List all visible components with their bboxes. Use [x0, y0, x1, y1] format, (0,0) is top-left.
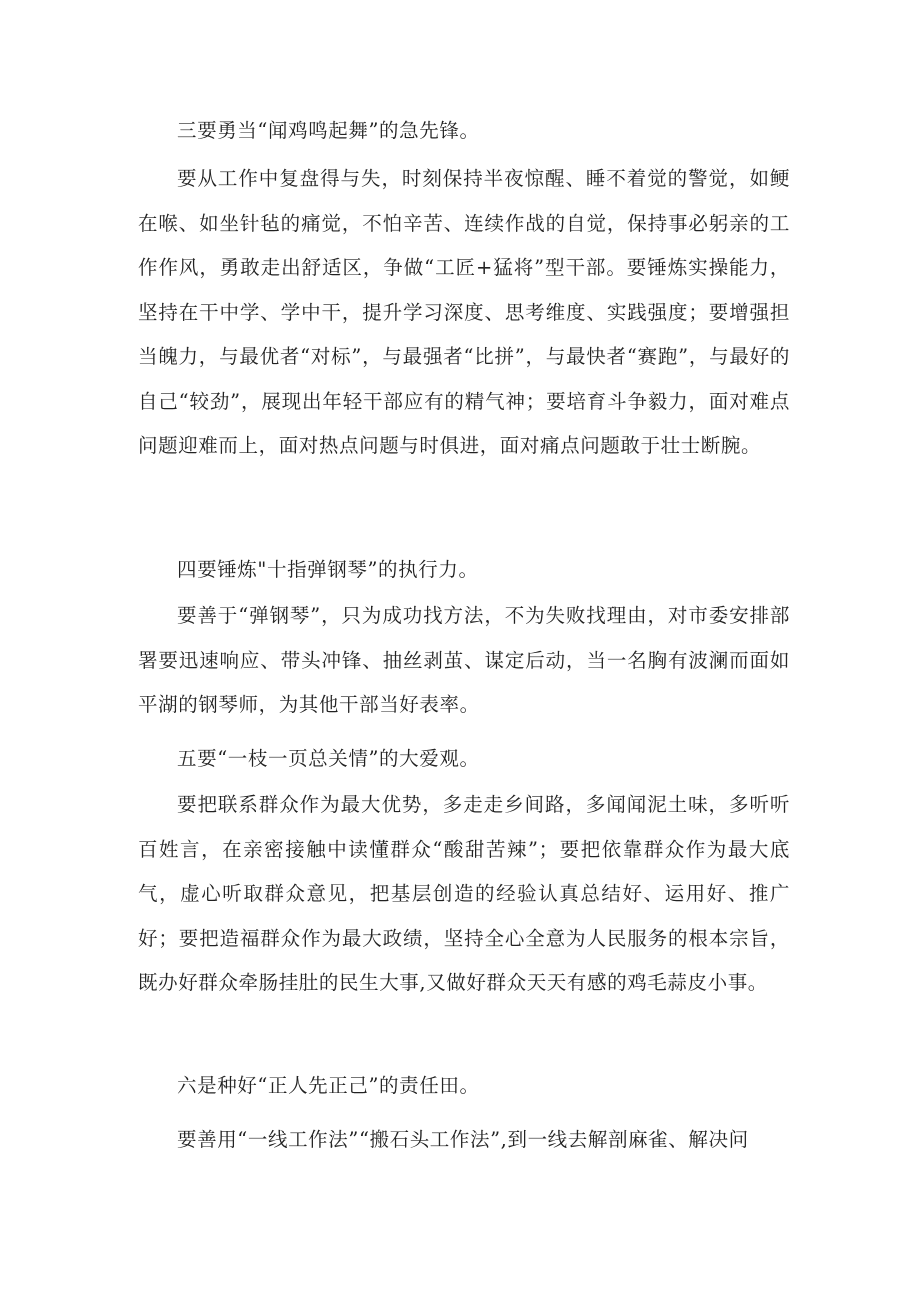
section-body-5: 要把联系群众作为最大优势，多走走乡间路，多闻闻泥土味，多听听百姓言，在亲密接触中读懂群众“酸甜苦辣”；要把依靠群众作为最大底气，虚心听取群众意见，把基层创造的经验认真总结好、运用好、推广好；要把造福群众作为最大政绩，坚持全心全意为人民服务的根本宗旨，既办好群众牵肠挂肚的民生大事,又做好群众天天有感的鸡毛蒜皮小事。 — [138, 793, 790, 994]
section-body-3: 要从工作中复盘得与失，时刻保持半夜惊醒、睡不着觉的警觉，如鲠在喉、如坐针毡的痛觉，不怕辛苦、连续作战的自觉，保持事必躬亲的工作作风，勇敢走出舒适区，争做“工匠+猛将”型干部。要锤炼实操能力，坚持在干中学、学中干，提升学习深度、思考维度、实践强度；要增强担当魄力，与最优者“对标”，与最强者“比拼”，与最快者“赛跑”，与最好的自己“较劲”，展现出年轻干部应有的精气神；要培育斗争毅力，面对难点问题迎难而上，面对热点问题与时俱进，面对痛点问题敢于壮士断腕。 — [138, 167, 790, 457]
section-heading-3: 三要勇当“闻鸡鸣起舞”的急先锋。 — [177, 119, 480, 142]
section-heading-5: 五要“一枝一页总关情”的大爱观。 — [177, 747, 480, 770]
section-body-6: 要善用“一线工作法”“搬石头工作法”,到一线去解剖麻雀、解决问 — [177, 1128, 749, 1151]
section-body-4: 要善于“弹钢琴”，只为成功找方法，不为失败找理由，对市委安排部署要迅速响应、带头冲锋、抽丝剥茧、谋定后动，当一名胸有波澜而面如平湖的钢琴师，为其他干部当好表率。 — [138, 604, 790, 716]
section-heading-4: 四要锤炼"十指弹钢琴”的执行力。 — [177, 558, 479, 581]
section-heading-6: 六是种好“正人先正己”的责任田。 — [177, 1074, 480, 1097]
